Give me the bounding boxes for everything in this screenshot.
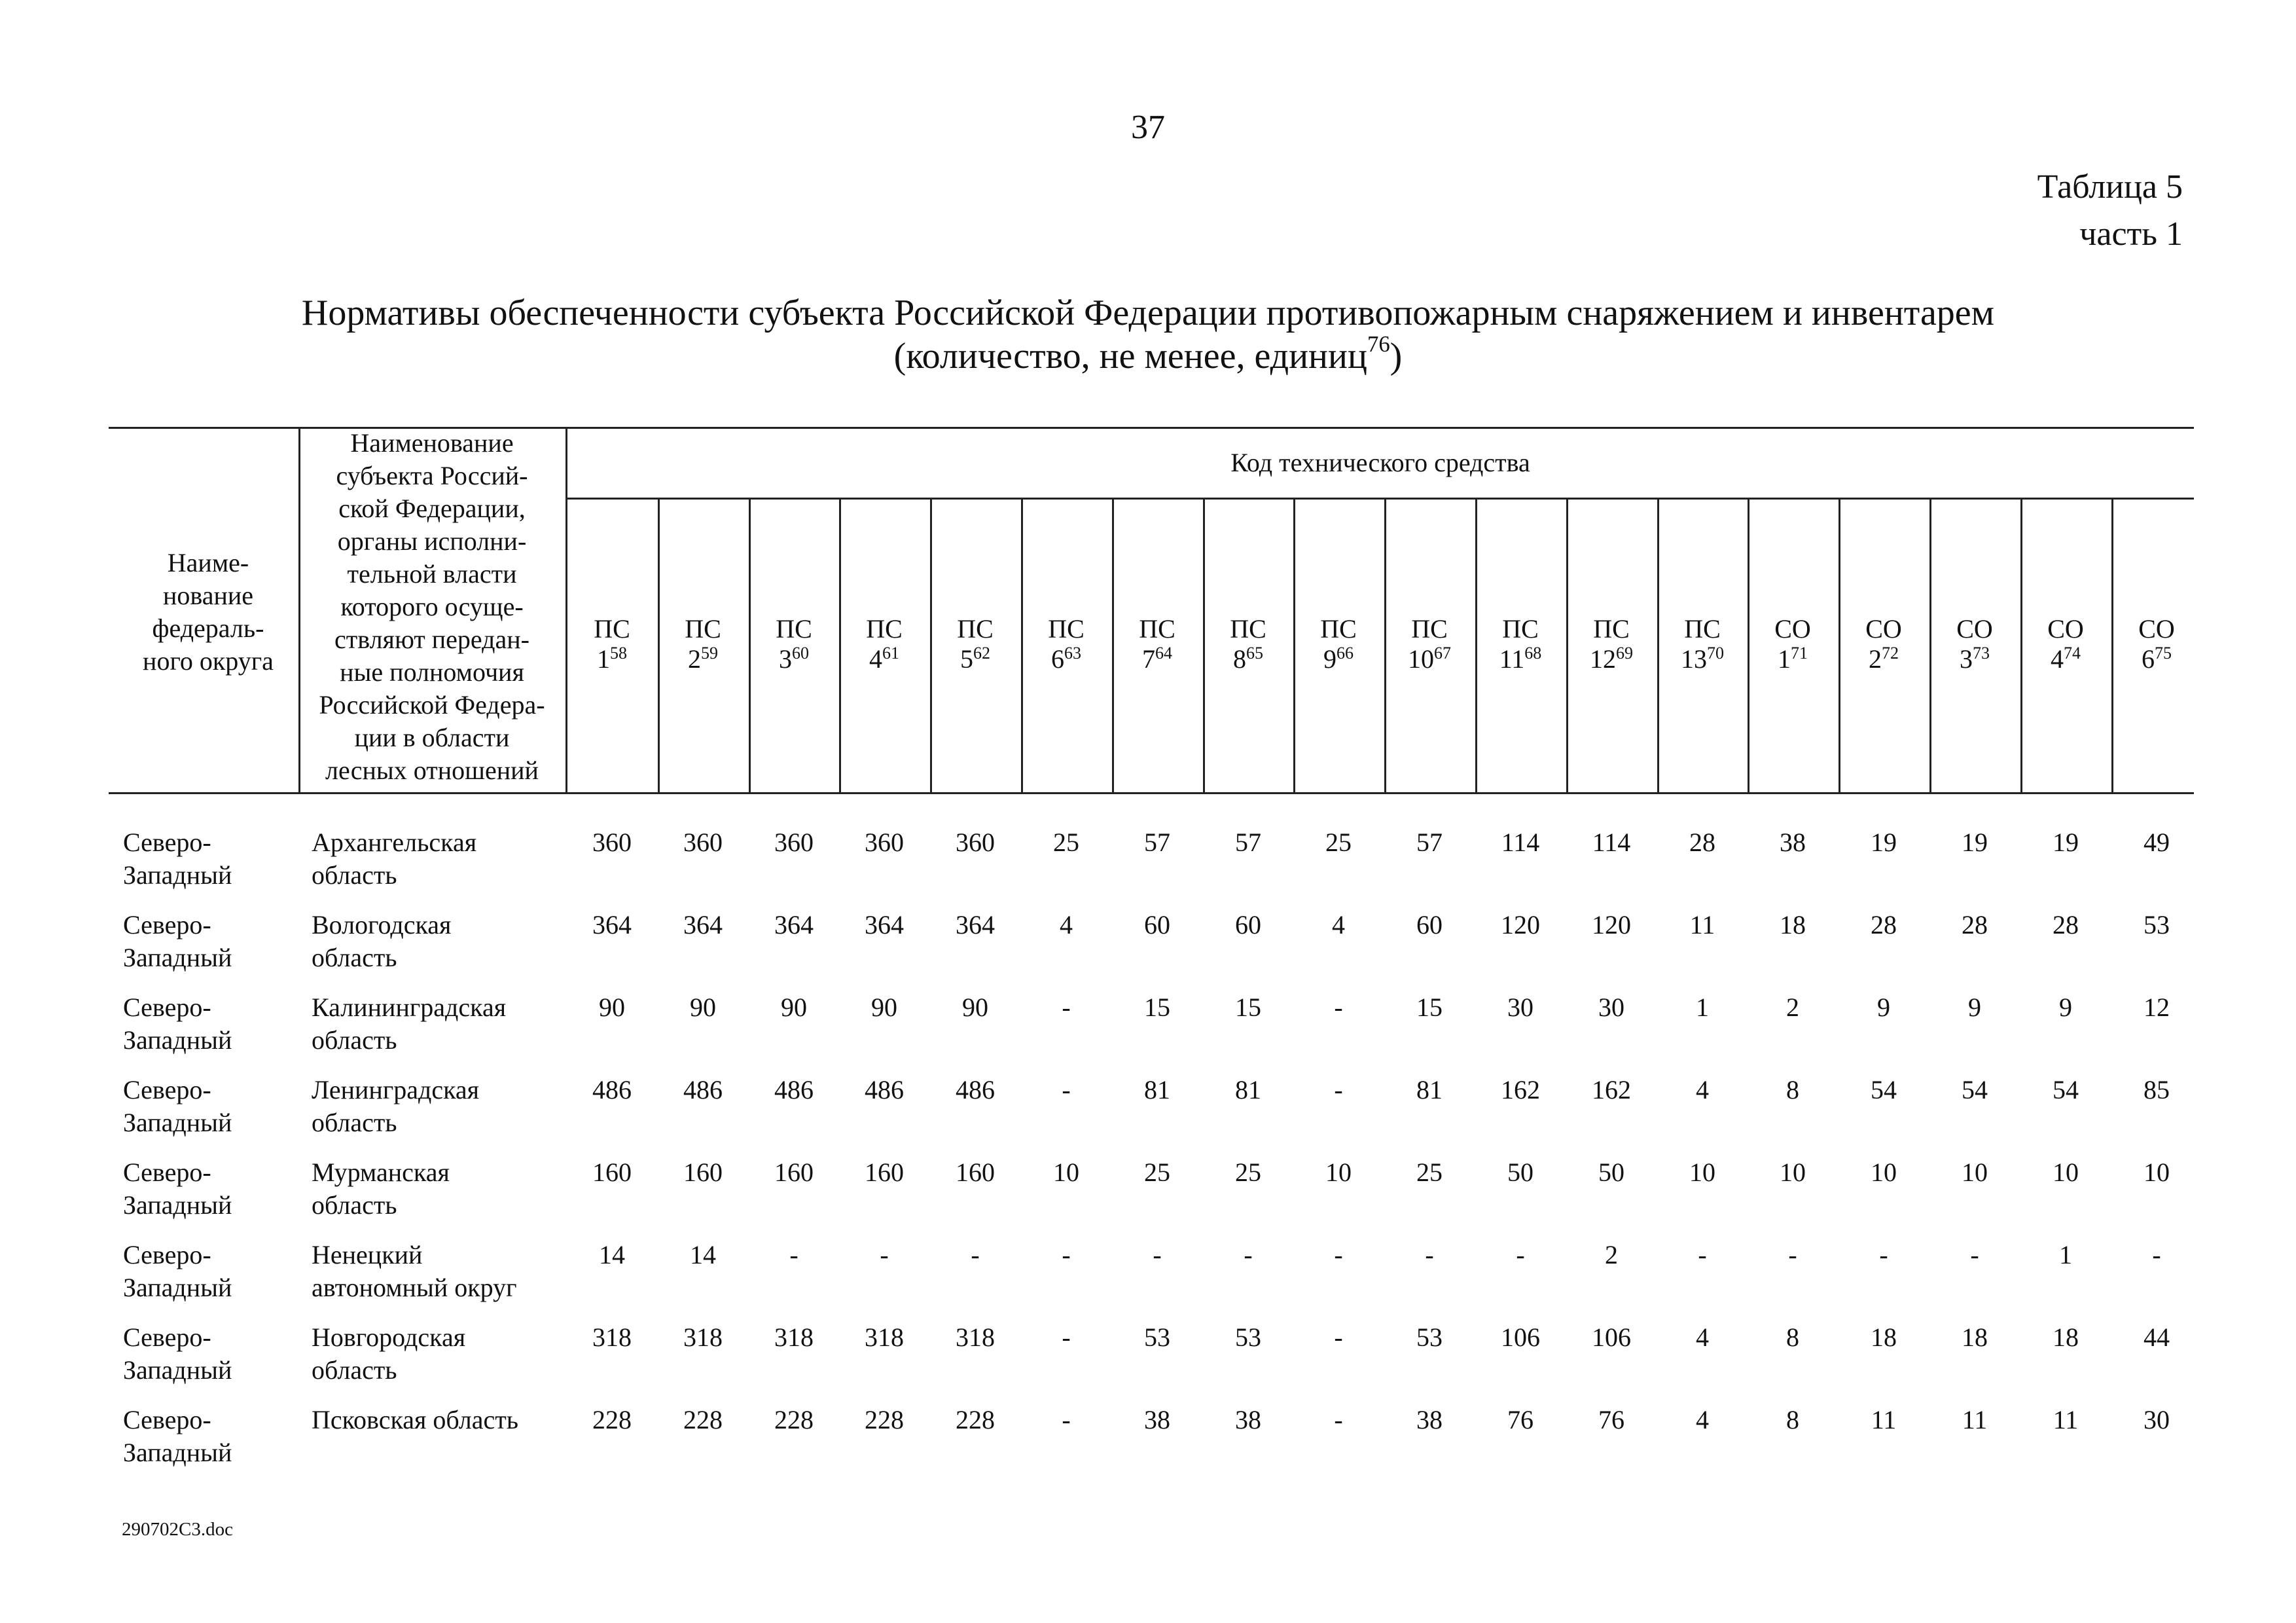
header-code-16 bbox=[1929, 614, 2020, 674]
code-number: $4^{74}$ bbox=[2051, 643, 2081, 674]
table-cell: 25 bbox=[1325, 828, 1352, 857]
table-cell: 318 bbox=[774, 1322, 814, 1352]
table-cell: 15 bbox=[1144, 993, 1170, 1022]
code-number: $5^{62}$ bbox=[960, 643, 990, 674]
cell-region bbox=[312, 1239, 560, 1304]
table-cell: 60 bbox=[1235, 910, 1261, 939]
code-number: $6^{63}$ bbox=[1051, 643, 1081, 674]
table-cell: 10 bbox=[1689, 1158, 1715, 1187]
header-code-14 bbox=[1748, 614, 1838, 674]
header-region-line: ции в области bbox=[354, 723, 510, 752]
code-prefix: СО bbox=[2138, 614, 2175, 644]
header-code-6 bbox=[1021, 614, 1111, 674]
footnote-ref: 61 bbox=[882, 643, 899, 663]
code-number: $4^{61}$ bbox=[869, 643, 899, 674]
code-prefix: СО bbox=[1865, 614, 1902, 644]
table-cell: - bbox=[1334, 1075, 1343, 1104]
table-cell: 10 bbox=[1053, 1158, 1079, 1187]
footnote-ref: 75 bbox=[2155, 643, 2172, 663]
table-cell: - bbox=[1334, 1322, 1343, 1352]
table-cell: 360 bbox=[774, 828, 814, 857]
header-code-17 bbox=[2020, 614, 2111, 674]
table-cell-text: Западный bbox=[123, 1190, 232, 1220]
table-cell: 28 bbox=[1871, 910, 1897, 939]
table-cell: 18 bbox=[1871, 1322, 1897, 1352]
code-prefix: ПС bbox=[866, 614, 903, 644]
table-cell-text: Северо- bbox=[123, 910, 211, 939]
table-cell: 38 bbox=[1416, 1405, 1443, 1434]
table-cell: 114 bbox=[1592, 828, 1631, 857]
code-prefix: СО bbox=[1956, 614, 1993, 644]
footnote-ref: 74 bbox=[2064, 643, 2081, 663]
table-cell: 81 bbox=[1144, 1075, 1170, 1104]
table-cell: 15 bbox=[1416, 993, 1443, 1022]
table-cell: 53 bbox=[1144, 1322, 1170, 1352]
table-cell: 120 bbox=[1501, 910, 1540, 939]
table-cell: 360 bbox=[956, 828, 995, 857]
table-cell-text: Западный bbox=[123, 1108, 232, 1137]
table-label-line2: часть 1 bbox=[2079, 215, 2183, 253]
code-number: $10^{67}$ bbox=[1408, 643, 1451, 674]
table-cell: 15 bbox=[1235, 993, 1261, 1022]
header-code-title: Код технического средства bbox=[1230, 448, 1530, 477]
table-cell: 18 bbox=[1780, 910, 1806, 939]
cell-district bbox=[123, 1404, 293, 1469]
cell-district bbox=[123, 826, 293, 892]
cell-region bbox=[312, 826, 560, 892]
table-cell: 28 bbox=[1962, 910, 1988, 939]
code-prefix: ПС bbox=[594, 614, 630, 644]
header-code-7 bbox=[1112, 614, 1202, 674]
table-cell: - bbox=[789, 1240, 798, 1269]
footnote-ref: 59 bbox=[701, 643, 718, 663]
table-cell: - bbox=[1970, 1240, 1979, 1269]
table-cell: 228 bbox=[683, 1405, 723, 1434]
footnote-ref: 70 bbox=[1707, 643, 1724, 663]
table-cell: 10 bbox=[1325, 1158, 1352, 1187]
table-cell: 364 bbox=[592, 910, 632, 939]
header-code-10 bbox=[1384, 614, 1475, 674]
table-cell: - bbox=[1425, 1240, 1434, 1269]
table-cell: 30 bbox=[2144, 1405, 2170, 1434]
table-cell-text: Ленинградская bbox=[312, 1075, 480, 1104]
table-cell: - bbox=[1334, 1240, 1343, 1269]
table-cell-text: Северо- bbox=[123, 993, 211, 1022]
table-label-line1: Таблица 5 bbox=[2037, 168, 2183, 206]
header-region-line: Наименование bbox=[350, 428, 514, 458]
table-cell-text: Северо- bbox=[123, 1158, 211, 1187]
table-cell: 486 bbox=[956, 1075, 995, 1104]
table-cell: 76 bbox=[1598, 1405, 1624, 1434]
table-cell: 2 bbox=[1786, 993, 1799, 1022]
code-number: $6^{75}$ bbox=[2142, 643, 2172, 674]
code-prefix: ПС bbox=[1048, 614, 1085, 644]
table-cell: 12 bbox=[2144, 993, 2170, 1022]
table-cell: 76 bbox=[1507, 1405, 1534, 1434]
table-cell: 10 bbox=[2144, 1158, 2170, 1187]
table-cell: 54 bbox=[2053, 1075, 2079, 1104]
header-region-line: ные полномочия bbox=[340, 657, 524, 687]
header-district-line: ного округа bbox=[143, 646, 274, 676]
table-cell: 8 bbox=[1786, 1322, 1799, 1352]
table-cell-text: Северо- bbox=[123, 1405, 211, 1434]
table-cell: - bbox=[1244, 1240, 1253, 1269]
header-code-3 bbox=[749, 614, 839, 674]
table-cell-text: автономный округ bbox=[312, 1273, 517, 1302]
table-cell: 28 bbox=[1689, 828, 1715, 857]
table-cell: 9 bbox=[1968, 993, 1981, 1022]
code-number: $1^{71}$ bbox=[1778, 643, 1808, 674]
table-cell: - bbox=[1698, 1240, 1707, 1269]
table-cell-text: Западный bbox=[123, 943, 232, 972]
header-code-15 bbox=[1839, 614, 1929, 674]
table-cell: 54 bbox=[1962, 1075, 1988, 1104]
table-cell: 57 bbox=[1416, 828, 1443, 857]
header-region-line: тельной власти bbox=[347, 559, 517, 589]
table-cell: 19 bbox=[1962, 828, 1988, 857]
table-cell: 18 bbox=[2053, 1322, 2079, 1352]
footnote-ref: 63 bbox=[1064, 643, 1081, 663]
table-cell: 106 bbox=[1592, 1322, 1631, 1352]
table-cell: 318 bbox=[592, 1322, 632, 1352]
table-cell: 11 bbox=[2053, 1405, 2079, 1434]
header-region-line: ской Федерации, bbox=[338, 494, 526, 523]
cell-district bbox=[123, 1239, 293, 1304]
code-number: $8^{65}$ bbox=[1233, 643, 1263, 674]
code-prefix: ПС bbox=[685, 614, 721, 644]
code-prefix: ПС bbox=[1230, 614, 1266, 644]
header-region-line: лесных отношений bbox=[325, 756, 539, 785]
code-header-rule bbox=[567, 498, 2194, 500]
table-cell: 10 bbox=[1962, 1158, 1988, 1187]
header-region bbox=[301, 427, 563, 787]
header-code-18 bbox=[2111, 614, 2202, 674]
page-title bbox=[0, 291, 2296, 378]
table-cell: 9 bbox=[2059, 993, 2072, 1022]
table-cell: 2 bbox=[1605, 1240, 1618, 1269]
title-line1: Нормативы обеспеченности субъекта Российской Федерации противопожарным снаряжением и инвентарем bbox=[301, 293, 1995, 333]
header-region-line: субъекта Россий- bbox=[336, 461, 528, 490]
table-cell-text: Западный bbox=[123, 1273, 232, 1302]
table-cell: 1 bbox=[2059, 1240, 2072, 1269]
table-cell: 50 bbox=[1507, 1158, 1534, 1187]
code-prefix: ПС bbox=[1593, 614, 1630, 644]
header-region-line: Российской Федера- bbox=[319, 690, 545, 720]
table-cell: - bbox=[880, 1240, 889, 1269]
table-cell: 4 bbox=[1696, 1075, 1709, 1104]
table-cell: 49 bbox=[2144, 828, 2170, 857]
table-cell: 486 bbox=[683, 1075, 723, 1104]
code-prefix: ПС bbox=[1411, 614, 1448, 644]
table-cell: 28 bbox=[2053, 910, 2079, 939]
table-cell: 486 bbox=[592, 1075, 632, 1104]
table-cell-text: область bbox=[312, 1025, 397, 1055]
code-number: $11^{68}$ bbox=[1499, 643, 1542, 674]
table-cell: 4 bbox=[1060, 910, 1073, 939]
table-cell: 53 bbox=[2144, 910, 2170, 939]
code-number: $12^{69}$ bbox=[1590, 643, 1633, 674]
table-cell: 19 bbox=[1871, 828, 1897, 857]
code-prefix: ПС bbox=[776, 614, 812, 644]
footnote-ref: 69 bbox=[1616, 643, 1633, 663]
footnote-ref: 64 bbox=[1155, 643, 1172, 663]
table-cell: 162 bbox=[1592, 1075, 1631, 1104]
table-cell: 364 bbox=[956, 910, 995, 939]
table-cell: 228 bbox=[774, 1405, 814, 1434]
table-cell: 360 bbox=[592, 828, 632, 857]
footnote-ref: 76 bbox=[1367, 331, 1390, 357]
header-district-line: нование bbox=[162, 581, 254, 610]
table-cell: 44 bbox=[2144, 1322, 2170, 1352]
table-cell: 11 bbox=[1871, 1405, 1897, 1434]
title-line2: (количество, не менее, единиц$^{76}$) bbox=[893, 331, 1403, 376]
table-cell: 4 bbox=[1332, 910, 1345, 939]
table-cell-text: область bbox=[312, 1355, 397, 1385]
column-divider bbox=[565, 427, 567, 792]
header-code-5 bbox=[930, 614, 1020, 674]
table-cell: 11 bbox=[1962, 1405, 1988, 1434]
table-cell: 160 bbox=[865, 1158, 904, 1187]
code-number: $3^{73}$ bbox=[1960, 643, 1990, 674]
table-cell: 90 bbox=[781, 993, 807, 1022]
header-code-2 bbox=[658, 614, 748, 674]
table-cell: 81 bbox=[1235, 1075, 1261, 1104]
page-number: 37 bbox=[1131, 109, 1165, 146]
table-cell: 9 bbox=[1877, 993, 1890, 1022]
header-code-11 bbox=[1475, 614, 1566, 674]
code-prefix: ПС bbox=[1139, 614, 1175, 644]
table-cell: 53 bbox=[1416, 1322, 1443, 1352]
table-cell: 90 bbox=[962, 993, 988, 1022]
table-cell-text: Западный bbox=[123, 860, 232, 890]
table-cell: - bbox=[1062, 1240, 1071, 1269]
cell-region bbox=[312, 1074, 560, 1139]
table-cell: 60 bbox=[1144, 910, 1170, 939]
code-prefix: ПС bbox=[957, 614, 994, 644]
header-code-8 bbox=[1203, 614, 1293, 674]
header-region-line: органы исполни- bbox=[337, 526, 527, 556]
table-cell: 318 bbox=[956, 1322, 995, 1352]
table-cell: 364 bbox=[774, 910, 814, 939]
cell-district bbox=[123, 991, 293, 1057]
code-number: $2^{72}$ bbox=[1869, 643, 1899, 674]
footnote-ref: 73 bbox=[1973, 643, 1990, 663]
table-cell-text: Западный bbox=[123, 1025, 232, 1055]
table-cell: 11 bbox=[1689, 910, 1715, 939]
footnote-ref: 67 bbox=[1434, 643, 1451, 663]
table-cell: - bbox=[1062, 1405, 1071, 1434]
table-cell: 8 bbox=[1786, 1405, 1799, 1434]
header-code-12 bbox=[1566, 614, 1657, 674]
table-cell: 53 bbox=[1235, 1322, 1261, 1352]
table-cell-text: Псковская область bbox=[312, 1405, 518, 1434]
header-code-4 bbox=[839, 614, 929, 674]
table-cell: 4 bbox=[1696, 1322, 1709, 1352]
table-cell: 60 bbox=[1416, 910, 1443, 939]
table-cell: 160 bbox=[683, 1158, 723, 1187]
table-cell: - bbox=[1062, 993, 1071, 1022]
table-cell: 14 bbox=[690, 1240, 716, 1269]
table-cell: 30 bbox=[1598, 993, 1624, 1022]
table-cell: 162 bbox=[1501, 1075, 1540, 1104]
table-cell-text: Архангельская bbox=[312, 828, 477, 857]
table-cell: 57 bbox=[1144, 828, 1170, 857]
table-cell: 106 bbox=[1501, 1322, 1540, 1352]
table-cell-text: Северо- bbox=[123, 1240, 211, 1269]
table-cell: 90 bbox=[871, 993, 897, 1022]
header-code-9 bbox=[1293, 614, 1384, 674]
code-number: $7^{64}$ bbox=[1142, 643, 1172, 674]
table-cell: - bbox=[1334, 1405, 1343, 1434]
table-cell: 228 bbox=[865, 1405, 904, 1434]
table-cell: 57 bbox=[1235, 828, 1261, 857]
table-cell: 54 bbox=[1871, 1075, 1897, 1104]
table-cell: 38 bbox=[1144, 1405, 1170, 1434]
table-cell: - bbox=[971, 1240, 980, 1269]
table-cell-text: область bbox=[312, 1190, 397, 1220]
code-number: $3^{60}$ bbox=[779, 643, 809, 674]
table-cell: 318 bbox=[683, 1322, 723, 1352]
table-cell: 160 bbox=[956, 1158, 995, 1187]
cell-district bbox=[123, 1156, 293, 1222]
table-cell: 486 bbox=[865, 1075, 904, 1104]
code-number: $2^{59}$ bbox=[688, 643, 718, 674]
cell-region bbox=[312, 991, 560, 1057]
table-cell: 85 bbox=[2144, 1075, 2170, 1104]
header-district-line: федераль- bbox=[152, 613, 264, 643]
table-cell: 160 bbox=[774, 1158, 814, 1187]
table-cell-text: Северо- bbox=[123, 1322, 211, 1352]
code-prefix: ПС bbox=[1320, 614, 1357, 644]
footnote-ref: 72 bbox=[1882, 643, 1899, 663]
table-cell: - bbox=[1062, 1322, 1071, 1352]
table-cell: 18 bbox=[1962, 1322, 1988, 1352]
table-cell: 1 bbox=[1696, 993, 1709, 1022]
table-cell: 228 bbox=[956, 1405, 995, 1434]
footnote-ref: 68 bbox=[1524, 643, 1542, 663]
table-cell: 360 bbox=[683, 828, 723, 857]
table-cell: 25 bbox=[1144, 1158, 1170, 1187]
table-cell: 38 bbox=[1780, 828, 1806, 857]
table-cell: - bbox=[1153, 1240, 1162, 1269]
table-cell: - bbox=[1062, 1075, 1071, 1104]
table-cell-text: Ненецкий bbox=[312, 1240, 423, 1269]
header-bottom-rule bbox=[109, 792, 2194, 794]
code-prefix: ПС bbox=[1502, 614, 1539, 644]
table-cell-text: Новгородская bbox=[312, 1322, 466, 1352]
cell-district bbox=[123, 1321, 293, 1387]
header-district bbox=[110, 547, 306, 678]
cell-region bbox=[312, 1404, 560, 1436]
table-cell: 228 bbox=[592, 1405, 632, 1434]
table-cell-text: Мурманская bbox=[312, 1158, 450, 1187]
code-prefix: СО bbox=[2047, 614, 2084, 644]
table-cell: 486 bbox=[774, 1075, 814, 1104]
table-cell-text: Северо- bbox=[123, 828, 211, 857]
footnote-ref: 60 bbox=[792, 643, 809, 663]
table-cell: 318 bbox=[865, 1322, 904, 1352]
table-cell: 10 bbox=[2053, 1158, 2079, 1187]
table-cell: 90 bbox=[690, 993, 716, 1022]
table-cell: 25 bbox=[1416, 1158, 1443, 1187]
code-number: $13^{70}$ bbox=[1681, 643, 1724, 674]
table-cell: 25 bbox=[1235, 1158, 1261, 1187]
table-cell-text: область bbox=[312, 860, 397, 890]
table-cell: 10 bbox=[1871, 1158, 1897, 1187]
table-cell: 19 bbox=[2053, 828, 2079, 857]
table-cell: 360 bbox=[865, 828, 904, 857]
footnote-ref: 65 bbox=[1246, 643, 1263, 663]
cell-district bbox=[123, 909, 293, 974]
table-cell: 90 bbox=[599, 993, 625, 1022]
header-district-line: Наиме- bbox=[167, 548, 249, 577]
footnote-ref: 58 bbox=[610, 643, 627, 663]
header-code-1 bbox=[567, 614, 657, 674]
code-prefix: СО bbox=[1774, 614, 1811, 644]
table-cell-text: Западный bbox=[123, 1438, 232, 1467]
cell-region bbox=[312, 909, 560, 974]
table-cell: - bbox=[1334, 993, 1343, 1022]
table-cell: - bbox=[1516, 1240, 1525, 1269]
code-number: $1^{58}$ bbox=[597, 643, 627, 674]
code-number: $9^{66}$ bbox=[1323, 643, 1354, 674]
table-cell-text: Калининградская bbox=[312, 993, 507, 1022]
table-cell: 30 bbox=[1507, 993, 1534, 1022]
table-cell-text: область bbox=[312, 943, 397, 972]
table-cell: - bbox=[2152, 1240, 2161, 1269]
table-cell-text: Западный bbox=[123, 1355, 232, 1385]
footnote-ref: 62 bbox=[973, 643, 990, 663]
cell-region bbox=[312, 1321, 560, 1387]
table-cell: 25 bbox=[1053, 828, 1079, 857]
table-cell-text: Вологодская bbox=[312, 910, 452, 939]
table-cell: 160 bbox=[592, 1158, 632, 1187]
table-cell-text: область bbox=[312, 1108, 397, 1137]
file-name-footer: 290702C3.doc bbox=[122, 1519, 233, 1540]
table-cell: 14 bbox=[599, 1240, 625, 1269]
header-region-line: которого осуще- bbox=[340, 592, 524, 621]
table-cell: 364 bbox=[865, 910, 904, 939]
cell-district bbox=[123, 1074, 293, 1139]
table-cell: 8 bbox=[1786, 1075, 1799, 1104]
table-cell: 50 bbox=[1598, 1158, 1624, 1187]
table-cell: - bbox=[1879, 1240, 1888, 1269]
table-cell: 364 bbox=[683, 910, 723, 939]
table-cell: - bbox=[1788, 1240, 1797, 1269]
table-cell: 10 bbox=[1780, 1158, 1806, 1187]
footnote-ref: 66 bbox=[1336, 643, 1354, 663]
table-cell: 81 bbox=[1416, 1075, 1443, 1104]
table-cell: 114 bbox=[1501, 828, 1540, 857]
table-label bbox=[2037, 164, 2183, 258]
table-cell-text: Северо- bbox=[123, 1075, 211, 1104]
header-code-13 bbox=[1657, 614, 1748, 674]
table-cell: 120 bbox=[1592, 910, 1631, 939]
header-region-line: ствляют передан- bbox=[334, 625, 529, 654]
footnote-ref: 71 bbox=[1791, 643, 1808, 663]
cell-region bbox=[312, 1156, 560, 1222]
table-cell: 38 bbox=[1235, 1405, 1261, 1434]
code-prefix: ПС bbox=[1684, 614, 1721, 644]
table-cell: 4 bbox=[1696, 1405, 1709, 1434]
